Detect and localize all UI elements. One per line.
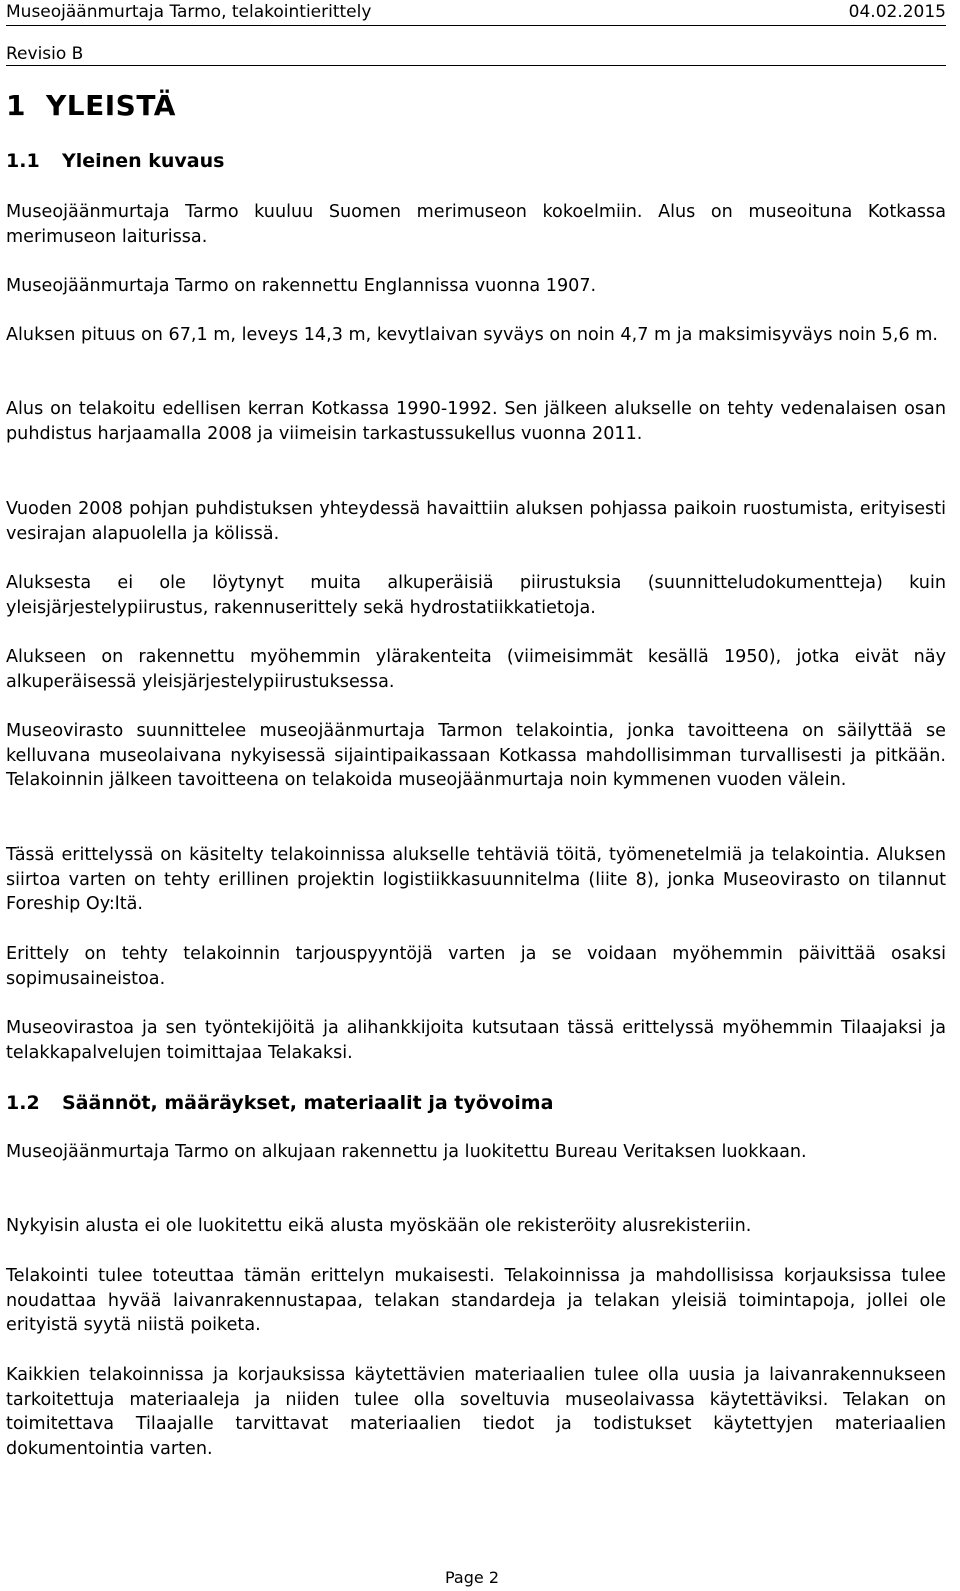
paragraph: Museojäänmurtaja Tarmo on rakennettu Englannissa vuonna 1907. — [6, 276, 597, 296]
paragraph: Kaikkien telakoinnissa ja korjauksissa käytettävien materiaalien tulee olla uusia ja laivanrakennukseen tarkoitettuja materiaaleja ja niiden tulee olla soveltuvia museolaivassa käytettäviksi. Telakan on toimitettava Tilaajalle tarvittavat materiaalien tiedot ja todistukset käytettyjen materiaalien dokumentointia varten. — [6, 1365, 946, 1459]
paragraph: Aluksen pituus on 67,1 m, leveys 14,3 m, kevytlaivan syväys on noin 4,7 m ja maksimisyväys noin 5,6 m. — [6, 325, 938, 345]
section-title: YLEISTÄ — [46, 89, 176, 122]
paragraph: Museovirastoa ja sen työntekijöitä ja alihankkijoita kutsutaan tässä erittelyssä myöhemmin Tilaajaksi ja telakkapalvelujen toimittajaa Telakaksi. — [6, 1018, 946, 1063]
paragraph: Erittely on tehty telakoinnin tarjouspyyntöjä varten ja se voidaan myöhemmin päivittää osaksi sopimusaineistoa. — [6, 944, 946, 989]
paragraph: Vuoden 2008 pohjan puhdistuksen yhteydessä havaittiin aluksen pohjassa paikoin ruostumista, erityisesti vesirajan alapuolella ja kölissä. — [6, 499, 946, 544]
paragraph: Museojäänmurtaja Tarmo kuuluu Suomen merimuseon kokoelmiin. Alus on museoituna Kotkassa merimuseon laiturissa. — [6, 202, 946, 247]
section-number: 1 — [6, 89, 26, 122]
subsection-heading-1-2 — [6, 1090, 553, 1116]
paragraph: Museovirasto suunnittelee museojäänmurtaja Tarmon telakointia, jonka tavoitteena on säilyttää se kelluvana museolaivana nykyisessä sijaintipaikassaan Kotkassa mahdollisimman turvallisesti ja pitkään. Telakoinnin jälkeen tavoitteena on telakoida museojäänmurtaja noin kymmenen vuoden välein. — [6, 721, 946, 790]
page-footer — [0, 1568, 960, 1587]
paragraph: Telakointi tulee toteuttaa tämän erittelyn mukaisesti. Telakoinnissa ja mahdollisissa korjauksissa tulee noudattaa hyvää laivanrakennustapaa, telakan standardeja ja telakan yleisiä toimintapoja, jollei ole erityistä syytä niistä poiketa. — [6, 1266, 946, 1335]
subsection-title: Yleinen kuvaus — [62, 150, 225, 172]
subsection-heading-1-1 — [6, 148, 224, 174]
revision-row — [6, 44, 946, 66]
revision-label: Revisio B — [6, 44, 84, 64]
paragraph: Nykyisin alusta ei ole luokitettu eikä alusta myöskään ole rekisteröity alusrekisteriin. — [6, 1216, 752, 1236]
subsection-title: Säännöt, määräykset, materiaalit ja työvoima — [62, 1092, 554, 1114]
running-header — [6, 2, 946, 26]
paragraph: Aluksesta ei ole löytynyt muita alkuperäisiä piirustuksia (suunnitteludokumentteja) kuin yleisjärjestelypiirustus, rakennuserittely sekä hydrostatiikkatietoja. — [6, 573, 946, 618]
paragraph: Museojäänmurtaja Tarmo on alkujaan rakennettu ja luokitettu Bureau Veritaksen luokkaan. — [6, 1142, 807, 1162]
document-date: 04.02.2015 — [848, 2, 946, 22]
paragraph: Tässä erittelyssä on käsitelty telakoinnissa alukselle tehtäviä töitä, työmenetelmiä ja telakointia. Aluksen siirtoa varten on tehty erillinen projektin logistiikkasuunnitelma (liite 8), jonka Museovirasto on tilannut Foreship Oy:ltä. — [6, 845, 946, 914]
section-heading-1 — [6, 88, 176, 124]
subsection-number: 1.2 — [6, 1092, 40, 1114]
page-number: Page 2 — [445, 1568, 499, 1587]
paragraph: Alukseen on rakennettu myöhemmin ylärakenteita (viimeisimmät kesällä 1950), jotka eivät näy alkuperäisessä yleisjärjestelypiirustuksessa. — [6, 647, 946, 692]
paragraph: Alus on telakoitu edellisen kerran Kotkassa 1990-1992. Sen jälkeen alukselle on tehty vedenalaisen osan puhdistus harjaamalla 2008 ja viimeisin tarkastussukellus vuonna 2011. — [6, 399, 946, 444]
document-title: Museojäänmurtaja Tarmo, telakointierittely — [6, 2, 372, 22]
subsection-number: 1.1 — [6, 150, 40, 172]
